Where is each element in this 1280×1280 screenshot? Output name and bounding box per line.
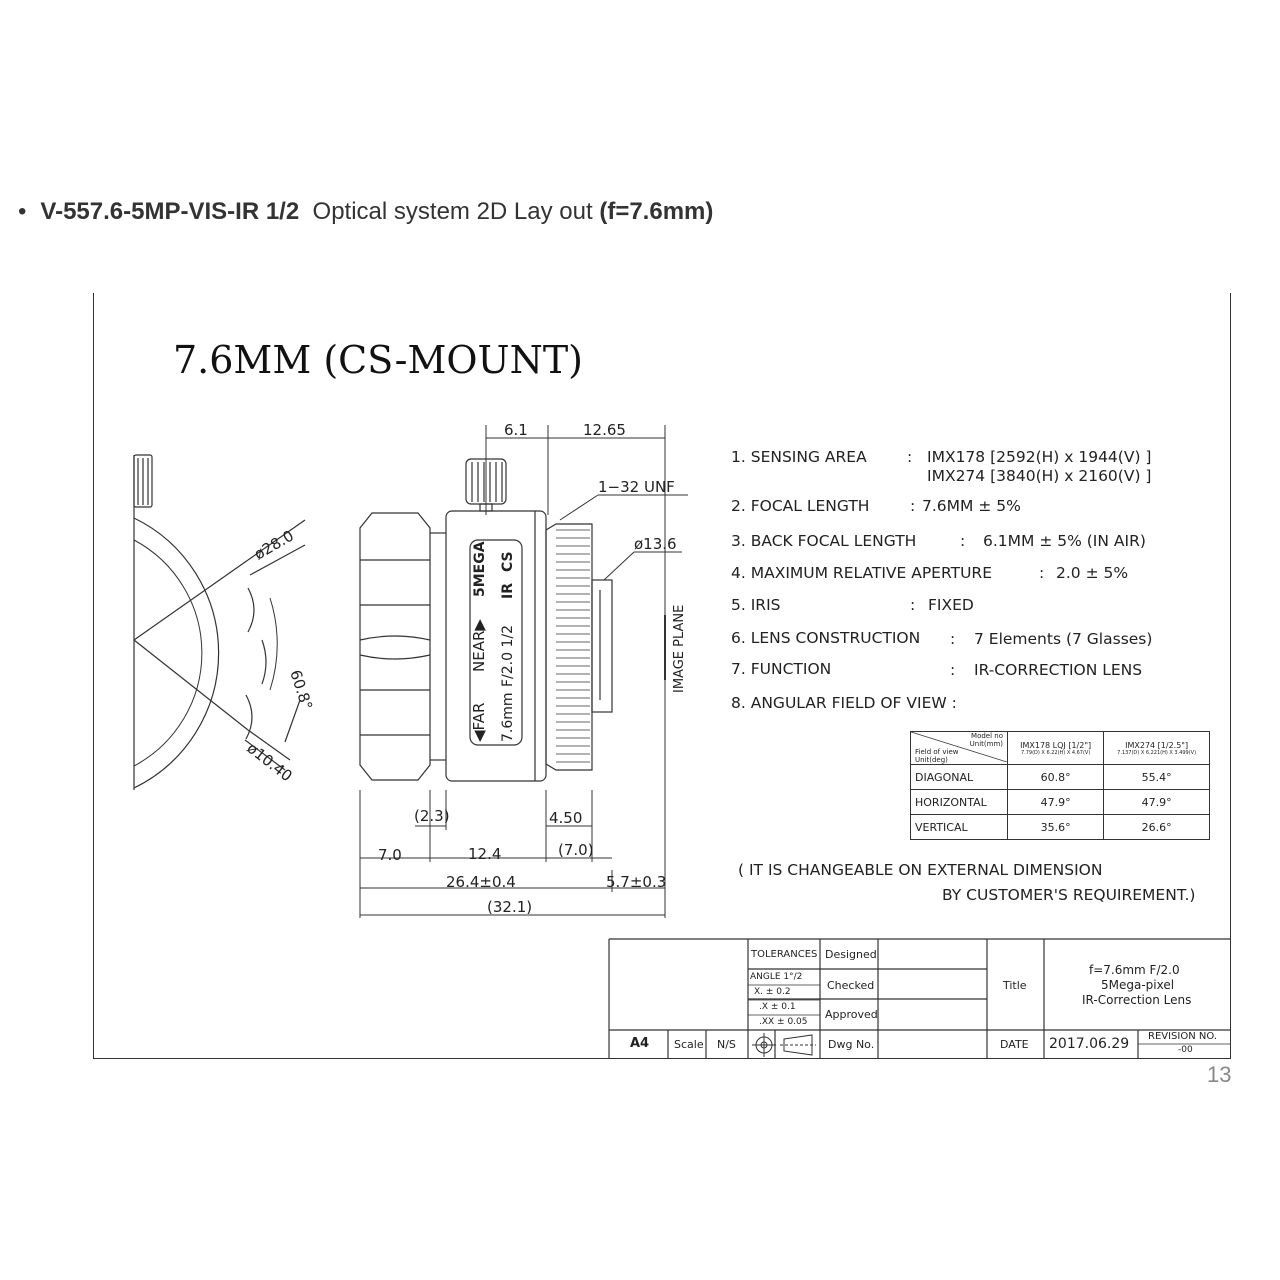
- spec-5-num: 5.: [731, 596, 746, 614]
- spec-1-value2: IMX274 [3840(H) x 2160(V) ]: [927, 467, 1152, 485]
- tb-checked: Checked: [827, 979, 875, 992]
- tb-approved: Approved: [825, 1008, 878, 1021]
- spec-6-colon: :: [950, 630, 956, 648]
- spec-4-label: MAXIMUM RELATIVE APERTURE: [750, 564, 992, 582]
- spec-1-label: SENSING AREA: [750, 448, 867, 466]
- fov-col1-sub: 7.79(D) X 6.22(H) X 4.67(V): [1020, 749, 1091, 756]
- fov-hdr-model: Model no: [971, 732, 1003, 740]
- spec-4-colon: :: [1039, 564, 1045, 582]
- spec-2: [731, 497, 869, 515]
- dim-5-7: 5.7±0.3: [606, 873, 667, 891]
- spec-2-label: FOCAL LENGTH: [750, 497, 870, 515]
- spec-3-value: 6.1MM ± 5% (IN AIR): [983, 532, 1146, 550]
- spec-1-colon: :: [907, 448, 913, 466]
- spec-7-label: FUNCTION: [750, 660, 832, 678]
- spec-3: [731, 532, 916, 550]
- fov-hdr-field: Field of view: [915, 748, 959, 756]
- tb-dwg-no: Dwg No.: [828, 1038, 875, 1051]
- table-row: [911, 815, 1210, 840]
- dim-26-4: 26.4±0.4: [446, 873, 516, 891]
- image-plane-label: IMAGE PLANE: [672, 604, 687, 693]
- drawing-title: 7.6MM (CS-MOUNT): [173, 338, 584, 382]
- spec-1-value: IMX178 [2592(H) x 1944(V) ]: [927, 448, 1152, 466]
- spec-6-value: 7 Elements (7 Glasses): [974, 630, 1153, 648]
- fov-cell: 26.6°: [1104, 815, 1210, 840]
- fov-cell: 35.6°: [1008, 815, 1104, 840]
- dim-6-1: 6.1: [504, 421, 528, 439]
- lens-spec-a: F/2.0 1/2: [500, 624, 516, 687]
- dim-angle: 60.8°: [286, 667, 316, 713]
- spec-5-label: IRIS: [750, 596, 781, 614]
- heading-desc: Optical system 2D Lay out: [312, 198, 593, 225]
- lens-brand-label: 5MEGA: [472, 541, 488, 597]
- spec-4-value: 2.0 ± 5%: [1056, 564, 1129, 582]
- spec-7: [731, 660, 831, 678]
- spec-8-num: 8.: [731, 694, 746, 712]
- tb-angle: ANGLE 1°/2: [750, 972, 803, 982]
- heading-focal: (f=7.6mm): [599, 198, 714, 225]
- tb-x: X. ± 0.2: [754, 987, 791, 997]
- fov-row-label: HORIZONTAL: [911, 790, 1008, 815]
- note-line-2: BY CUSTOMER'S REQUIREMENT.): [942, 886, 1196, 904]
- spec-3-colon: :: [960, 532, 966, 550]
- dim-dia-28: ø28.0: [251, 526, 297, 564]
- dim-dia-13-6: ø13.6: [634, 535, 677, 553]
- spec-2-value: 7.6MM ± 5%: [922, 497, 1021, 515]
- fov-row-label: DIAGONAL: [911, 765, 1008, 790]
- dim-thread: 1−32 UNF: [598, 478, 675, 496]
- spec-1-num: 1.: [731, 448, 746, 466]
- tb-xx: .X ± 0.1: [759, 1002, 796, 1012]
- fov-hdr-unitdeg: Unit(deg): [915, 756, 948, 764]
- tb-scale: Scale: [674, 1038, 704, 1051]
- fov-row-label: VERTICAL: [911, 815, 1008, 840]
- spec-8: [731, 694, 957, 712]
- tb-tolerances: TOLERANCES: [751, 949, 818, 960]
- spec-6-num: 6.: [731, 629, 746, 647]
- fov-cell: 60.8°: [1008, 765, 1104, 790]
- fov-cell: 47.9°: [1104, 790, 1210, 815]
- tb-xxx: .XX ± 0.05: [759, 1017, 808, 1027]
- dim-12-65: 12.65: [583, 421, 626, 439]
- tb-revision-value: -00: [1178, 1045, 1193, 1055]
- page-heading: [18, 198, 713, 226]
- tb-revision-label: REVISION NO.: [1148, 1031, 1218, 1042]
- note-line-1: ( IT IS CHANGEABLE ON EXTERNAL DIMENSION: [738, 861, 1103, 879]
- spec-7-num: 7.: [731, 660, 746, 678]
- fov-corner-cell: [911, 732, 1008, 765]
- dim-dia-10-4: ø10.40: [243, 738, 296, 786]
- tb-scale-value: N/S: [717, 1038, 736, 1051]
- table-row: [911, 790, 1210, 815]
- tb-title-value-1: f=7.6mm F/2.0: [1089, 963, 1180, 977]
- spec-4: [731, 564, 992, 582]
- tb-designed: Designed: [825, 948, 877, 961]
- tb-size: A4: [630, 1036, 650, 1051]
- fov-cell: 55.4°: [1104, 765, 1210, 790]
- page-number: 13: [1207, 1062, 1232, 1087]
- spec-7-value: IR-CORRECTION LENS: [974, 661, 1143, 679]
- dim-12-4: 12.4: [468, 845, 502, 863]
- spec-3-label: BACK FOCAL LENGTH: [750, 532, 917, 550]
- fov-header-row: [911, 732, 1210, 765]
- lens-ir-label: IR: [500, 583, 516, 599]
- lens-far-label: ◀FAR: [470, 702, 488, 742]
- fov-cell: 47.9°: [1008, 790, 1104, 815]
- lens-spec-b: 7.6mm: [500, 692, 516, 742]
- spec-6-label: LENS CONSTRUCTION: [750, 629, 921, 647]
- fov-col1-title: IMX178 LQJ [1/2"]: [1020, 740, 1092, 750]
- tb-title-value-2: 5Mega-pixel: [1101, 978, 1175, 992]
- spec-4-num: 4.: [731, 564, 746, 582]
- dim-7-0-paren: (7.0): [558, 841, 594, 859]
- dim-7-0: 7.0: [378, 846, 402, 864]
- spec-6: [731, 629, 920, 647]
- spec-5-colon: :: [910, 596, 916, 614]
- title-block: [609, 939, 1231, 1059]
- spec-5-value: FIXED: [928, 596, 974, 614]
- fov-hdr-unit: Unit(mm): [969, 740, 1003, 748]
- spec-3-num: 3.: [731, 532, 746, 550]
- dim-4-50: 4.50: [549, 809, 583, 827]
- tb-title-value-3: IR-Correction Lens: [1082, 993, 1192, 1007]
- heading-model: V-557.6-5MP-VIS-IR 1/2: [40, 198, 300, 225]
- lens-cs-label: CS: [500, 551, 516, 572]
- fov-col2-header: [1104, 732, 1210, 765]
- fov-table: [910, 731, 1210, 840]
- dim-32-1: (32.1): [487, 898, 533, 916]
- fov-col2-sub: 7.137(D) X 6.221(H) X 3.499(V): [1117, 749, 1197, 756]
- table-row: [911, 765, 1210, 790]
- lens-near-label: NEAR▶: [470, 619, 488, 672]
- spec-8-colon: :: [951, 694, 957, 712]
- fov-col1-header: [1008, 732, 1104, 765]
- tb-title-label: Title: [1003, 979, 1027, 992]
- spec-2-colon: :: [910, 497, 916, 515]
- tb-date-label: DATE: [1000, 1038, 1029, 1051]
- spec-5: [731, 596, 781, 614]
- fov-col2-title: IMX274 [1/2.5"]: [1125, 740, 1189, 750]
- spec-2-num: 2.: [731, 497, 746, 515]
- spec-1: [731, 448, 867, 466]
- spec-7-colon: :: [950, 661, 956, 679]
- spec-8-label: ANGULAR FIELD OF VIEW: [750, 694, 947, 712]
- bullet: •: [18, 198, 27, 225]
- dim-2-3: (2.3): [414, 807, 450, 825]
- tb-date-value: 2017.06.29: [1049, 1036, 1130, 1052]
